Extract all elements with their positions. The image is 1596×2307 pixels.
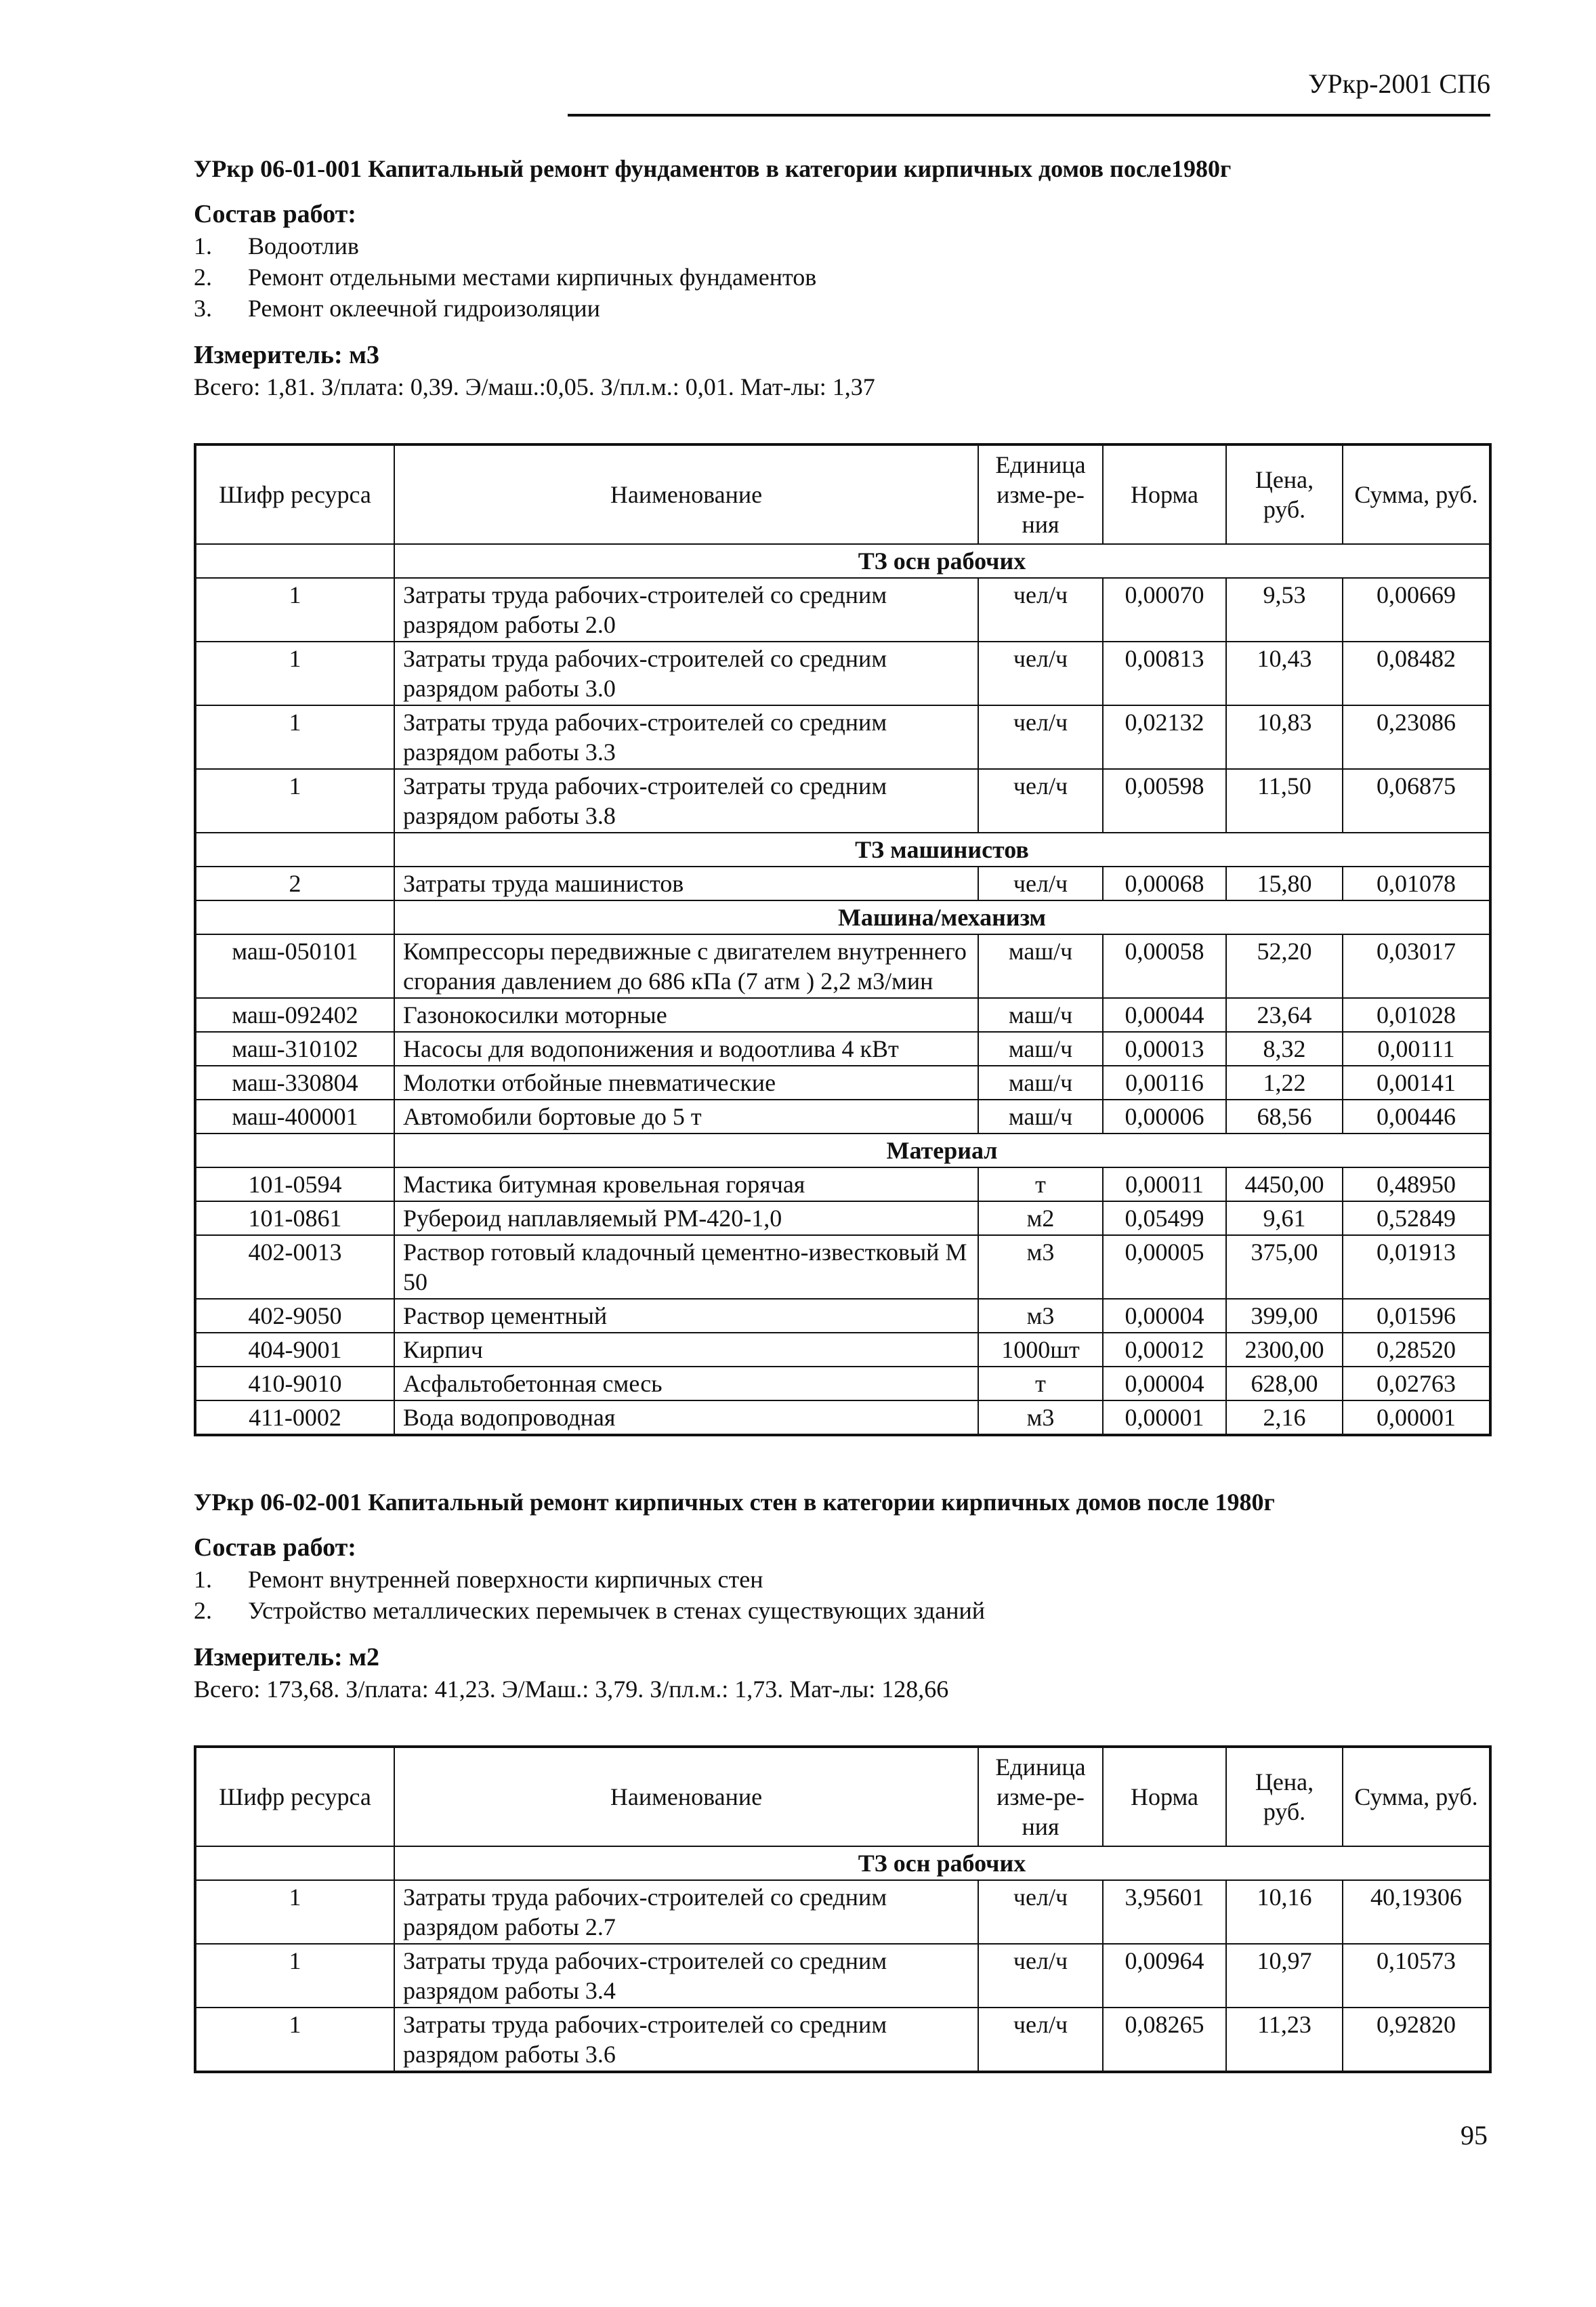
- column-header-sum: Сумма, руб.: [1343, 1747, 1490, 1846]
- group-title: ТЗ машинистов: [394, 833, 1490, 867]
- cell-unit: чел/ч: [978, 2008, 1103, 2072]
- cell-name: Затраты труда рабочих-строителей со средним разрядом работы 3.4: [394, 1944, 978, 2008]
- cell-code: 1: [195, 705, 394, 769]
- cell-code: маш-310102: [195, 1032, 394, 1066]
- cell-sum: 0,00141: [1343, 1066, 1490, 1100]
- column-header-price: Цена, руб.: [1226, 444, 1343, 544]
- table-row: [195, 1944, 1490, 2008]
- cell-price: 68,56: [1226, 1100, 1343, 1134]
- cell-sum: 0,28520: [1343, 1333, 1490, 1367]
- cell-sum: 40,19306: [1343, 1880, 1490, 1944]
- column-header-norm: Норма: [1103, 444, 1226, 544]
- cell-unit: м2: [978, 1201, 1103, 1235]
- group-blank-cell: [195, 833, 394, 867]
- table-row: [195, 1032, 1490, 1066]
- resource-table: [194, 1745, 1492, 2073]
- column-header-name: Наименование: [394, 1747, 978, 1846]
- works-item-number: 1.: [194, 1566, 212, 1593]
- cell-name: Компрессоры передвижные с двигателем внутреннего сгорания давлением до 686 кПа (7 атм ) 2,2 м3/мин: [394, 934, 978, 998]
- cell-norm: 0,00598: [1103, 769, 1226, 833]
- group-title: ТЗ осн рабочих: [394, 1846, 1490, 1880]
- meter-label: Измеритель: м3: [194, 341, 380, 369]
- cell-unit: чел/ч: [978, 578, 1103, 642]
- table-row: [195, 1100, 1490, 1134]
- cell-sum: 0,00669: [1343, 578, 1490, 642]
- cell-price: 2300,00: [1226, 1333, 1343, 1367]
- works-item-number: 1.: [194, 232, 212, 259]
- group-row: [195, 1846, 1490, 1880]
- cell-code: 1: [195, 2008, 394, 2072]
- section-urkr-06-02-001: [194, 1488, 1490, 2073]
- totals-line: Всего: 173,68. З/плата: 41,23. Э/Маш.: 3,79. З/пл.м.: 1,73. Мат-лы: 128,66: [194, 1676, 949, 1703]
- cell-unit: маш/ч: [978, 998, 1103, 1032]
- table-row: [195, 1201, 1490, 1235]
- cell-price: 375,00: [1226, 1235, 1343, 1299]
- cell-norm: 0,00070: [1103, 578, 1226, 642]
- works-item-text: Ремонт оклеечной гидроизоляции: [248, 295, 600, 322]
- works-item: [194, 1595, 1490, 1626]
- cell-name: Рубероид наплавляемый РМ-420-1,0: [394, 1201, 978, 1235]
- cell-norm: 0,00964: [1103, 1944, 1226, 2008]
- cell-price: 1,22: [1226, 1066, 1343, 1100]
- cell-norm: 0,05499: [1103, 1201, 1226, 1235]
- cell-norm: 0,00005: [1103, 1235, 1226, 1299]
- table-row: [195, 1167, 1490, 1201]
- section-title: УРкр 06-01-001 Капитальный ремонт фундаментов в категории кирпичных домов после1980г: [194, 155, 1232, 182]
- works-item: [194, 230, 1490, 262]
- cell-norm: 0,00004: [1103, 1367, 1226, 1400]
- works-item: [194, 1564, 1490, 1595]
- cell-norm: 0,00068: [1103, 867, 1226, 900]
- header-rule: [568, 114, 1490, 117]
- cell-price: 10,97: [1226, 1944, 1343, 2008]
- totals-line: Всего: 1,81. З/плата: 0,39. Э/маш.:0,05. З/пл.м.: 0,01. Мат-лы: 1,37: [194, 373, 875, 400]
- cell-norm: 0,00813: [1103, 642, 1226, 705]
- cell-price: 11,23: [1226, 2008, 1343, 2072]
- table-row: [195, 2008, 1490, 2072]
- works-item: [194, 262, 1490, 293]
- table-row: [195, 998, 1490, 1032]
- cell-name: Затраты труда рабочих-строителей со средним разрядом работы 2.7: [394, 1880, 978, 1944]
- table-row: [195, 642, 1490, 705]
- cell-norm: 0,00004: [1103, 1299, 1226, 1333]
- cell-sum: 0,10573: [1343, 1944, 1490, 2008]
- cell-sum: 0,01596: [1343, 1299, 1490, 1333]
- cell-norm: 0,00012: [1103, 1333, 1226, 1367]
- cell-code: 101-0861: [195, 1201, 394, 1235]
- cell-code: маш-400001: [195, 1100, 394, 1134]
- cell-sum: 0,01028: [1343, 998, 1490, 1032]
- group-row: [195, 1134, 1490, 1167]
- column-header-unit: Единица изме-ре-ния: [978, 444, 1103, 544]
- cell-unit: маш/ч: [978, 1066, 1103, 1100]
- cell-name: Газонокосилки моторные: [394, 998, 978, 1032]
- cell-name: Затраты труда рабочих-строителей со средним разрядом работы 3.8: [394, 769, 978, 833]
- cell-name: Раствор готовый кладочный цементно-известковый М 50: [394, 1235, 978, 1299]
- cell-norm: 0,00044: [1103, 998, 1226, 1032]
- cell-norm: 0,00013: [1103, 1032, 1226, 1066]
- table-row: [195, 1880, 1490, 1944]
- cell-unit: м3: [978, 1400, 1103, 1435]
- cell-price: 23,64: [1226, 998, 1343, 1032]
- group-title: Материал: [394, 1134, 1490, 1167]
- cell-norm: 0,08265: [1103, 2008, 1226, 2072]
- cell-code: 1: [195, 642, 394, 705]
- cell-sum: 0,06875: [1343, 769, 1490, 833]
- cell-unit: чел/ч: [978, 867, 1103, 900]
- cell-sum: 0,08482: [1343, 642, 1490, 705]
- cell-code: 1: [195, 578, 394, 642]
- cell-code: маш-092402: [195, 998, 394, 1032]
- cell-sum: 0,01913: [1343, 1235, 1490, 1299]
- cell-unit: м3: [978, 1299, 1103, 1333]
- cell-code: 411-0002: [195, 1400, 394, 1435]
- cell-unit: чел/ч: [978, 705, 1103, 769]
- cell-unit: чел/ч: [978, 769, 1103, 833]
- cell-name: Насосы для водопонижения и водоотлива 4 кВт: [394, 1032, 978, 1066]
- meter-label: Измеритель: м2: [194, 1643, 380, 1671]
- works-item-number: 2.: [194, 264, 212, 291]
- column-header-code: Шифр ресурса: [195, 444, 394, 544]
- cell-price: 9,61: [1226, 1201, 1343, 1235]
- table-row: [195, 1367, 1490, 1400]
- works-item-text: Водоотлив: [248, 232, 359, 259]
- table-header-row: [195, 444, 1490, 544]
- cell-sum: 0,48950: [1343, 1167, 1490, 1201]
- works-item-number: 2.: [194, 1597, 212, 1624]
- table-header-row: [195, 1747, 1490, 1846]
- cell-code: 410-9010: [195, 1367, 394, 1400]
- table-row: [195, 1299, 1490, 1333]
- cell-price: 8,32: [1226, 1032, 1343, 1066]
- group-row: [195, 544, 1490, 578]
- works-list: [194, 1564, 1490, 1626]
- cell-norm: 0,00116: [1103, 1066, 1226, 1100]
- works-list: [194, 230, 1490, 324]
- column-header-name: Наименование: [394, 444, 978, 544]
- cell-code: 404-9001: [195, 1333, 394, 1367]
- cell-sum: 0,52849: [1343, 1201, 1490, 1235]
- cell-name: Затраты труда рабочих-строителей со средним разрядом работы 3.3: [394, 705, 978, 769]
- cell-price: 399,00: [1226, 1299, 1343, 1333]
- table-row: [195, 934, 1490, 998]
- table-row: [195, 867, 1490, 900]
- resource-table: [194, 443, 1492, 1436]
- cell-name: Молотки отбойные пневматические: [394, 1066, 978, 1100]
- section-title: УРкр 06-02-001 Капитальный ремонт кирпичных стен в категории кирпичных домов после 1980г: [194, 1489, 1275, 1516]
- cell-name: Вода водопроводная: [394, 1400, 978, 1435]
- cell-price: 10,16: [1226, 1880, 1343, 1944]
- cell-norm: 0,00006: [1103, 1100, 1226, 1134]
- works-item-text: Ремонт отдельными местами кирпичных фундаментов: [248, 264, 817, 291]
- table-row: [195, 1235, 1490, 1299]
- cell-sum: 0,23086: [1343, 705, 1490, 769]
- cell-price: 4450,00: [1226, 1167, 1343, 1201]
- column-header-norm: Норма: [1103, 1747, 1226, 1846]
- cell-code: 2: [195, 867, 394, 900]
- works-item-text: Устройство металлических перемычек в стенах существующих зданий: [248, 1597, 985, 1624]
- cell-price: 10,43: [1226, 642, 1343, 705]
- table-row: [195, 1333, 1490, 1367]
- cell-price: 11,50: [1226, 769, 1343, 833]
- column-header-unit: Единица изме-ре-ния: [978, 1747, 1103, 1846]
- cell-name: Затраты труда рабочих-строителей со средним разрядом работы 2.0: [394, 578, 978, 642]
- group-row: [195, 833, 1490, 867]
- cell-sum: 0,00001: [1343, 1400, 1490, 1435]
- works-label: Состав работ:: [194, 200, 356, 228]
- cell-code: 402-0013: [195, 1235, 394, 1299]
- cell-code: 1: [195, 1944, 394, 2008]
- group-blank-cell: [195, 1846, 394, 1880]
- cell-name: Затраты труда рабочих-строителей со средним разрядом работы 3.6: [394, 2008, 978, 2072]
- group-blank-cell: [195, 900, 394, 934]
- cell-code: 402-9050: [195, 1299, 394, 1333]
- cell-sum: 0,01078: [1343, 867, 1490, 900]
- cell-sum: 0,00446: [1343, 1100, 1490, 1134]
- group-title: Машина/механизм: [394, 900, 1490, 934]
- cell-name: Автомобили бортовые до 5 т: [394, 1100, 978, 1134]
- cell-price: 628,00: [1226, 1367, 1343, 1400]
- table-row: [195, 1400, 1490, 1435]
- table-row: [195, 1066, 1490, 1100]
- cell-sum: 0,92820: [1343, 2008, 1490, 2072]
- cell-unit: 1000шт: [978, 1333, 1103, 1367]
- cell-code: 1: [195, 769, 394, 833]
- cell-price: 10,83: [1226, 705, 1343, 769]
- cell-code: маш-330804: [195, 1066, 394, 1100]
- cell-sum: 0,00111: [1343, 1032, 1490, 1066]
- table-row: [195, 705, 1490, 769]
- cell-norm: 0,00011: [1103, 1167, 1226, 1201]
- cell-price: 52,20: [1226, 934, 1343, 998]
- column-header-sum: Сумма, руб.: [1343, 444, 1490, 544]
- works-item-number: 3.: [194, 295, 212, 322]
- cell-name: Затраты труда рабочих-строителей со средним разрядом работы 3.0: [394, 642, 978, 705]
- cell-code: маш-050101: [195, 934, 394, 998]
- cell-norm: 0,00001: [1103, 1400, 1226, 1435]
- cell-code: 101-0594: [195, 1167, 394, 1201]
- cell-price: 15,80: [1226, 867, 1343, 900]
- cell-unit: чел/ч: [978, 1880, 1103, 1944]
- cell-name: Раствор цементный: [394, 1299, 978, 1333]
- cell-unit: чел/ч: [978, 642, 1103, 705]
- group-blank-cell: [195, 1134, 394, 1167]
- cell-unit: маш/ч: [978, 934, 1103, 998]
- cell-price: 2,16: [1226, 1400, 1343, 1435]
- table-row: [195, 578, 1490, 642]
- cell-unit: м3: [978, 1235, 1103, 1299]
- column-header-code: Шифр ресурса: [195, 1747, 394, 1846]
- page-number: 95: [1461, 2120, 1488, 2150]
- cell-unit: чел/ч: [978, 1944, 1103, 2008]
- cell-price: 9,53: [1226, 578, 1343, 642]
- group-row: [195, 900, 1490, 934]
- cell-norm: 0,00058: [1103, 934, 1226, 998]
- cell-code: 1: [195, 1880, 394, 1944]
- cell-name: Мастика битумная кровельная горячая: [394, 1167, 978, 1201]
- cell-name: Затраты труда машинистов: [394, 867, 978, 900]
- cell-unit: т: [978, 1167, 1103, 1201]
- section-urkr-06-01-001: [194, 154, 1490, 1436]
- works-label: Состав работ:: [194, 1533, 356, 1562]
- group-blank-cell: [195, 544, 394, 578]
- cell-name: Асфальтобетонная смесь: [394, 1367, 978, 1400]
- cell-name: Кирпич: [394, 1333, 978, 1367]
- cell-norm: 3,95601: [1103, 1880, 1226, 1944]
- cell-unit: т: [978, 1367, 1103, 1400]
- works-item-text: Ремонт внутренней поверхности кирпичных стен: [248, 1566, 763, 1593]
- works-item: [194, 293, 1490, 324]
- document-code: УРкр-2001 СП6: [1308, 68, 1490, 99]
- cell-sum: 0,03017: [1343, 934, 1490, 998]
- group-title: ТЗ осн рабочих: [394, 544, 1490, 578]
- column-header-price: Цена, руб.: [1226, 1747, 1343, 1846]
- cell-unit: маш/ч: [978, 1100, 1103, 1134]
- cell-unit: маш/ч: [978, 1032, 1103, 1066]
- table-row: [195, 769, 1490, 833]
- cell-norm: 0,02132: [1103, 705, 1226, 769]
- cell-sum: 0,02763: [1343, 1367, 1490, 1400]
